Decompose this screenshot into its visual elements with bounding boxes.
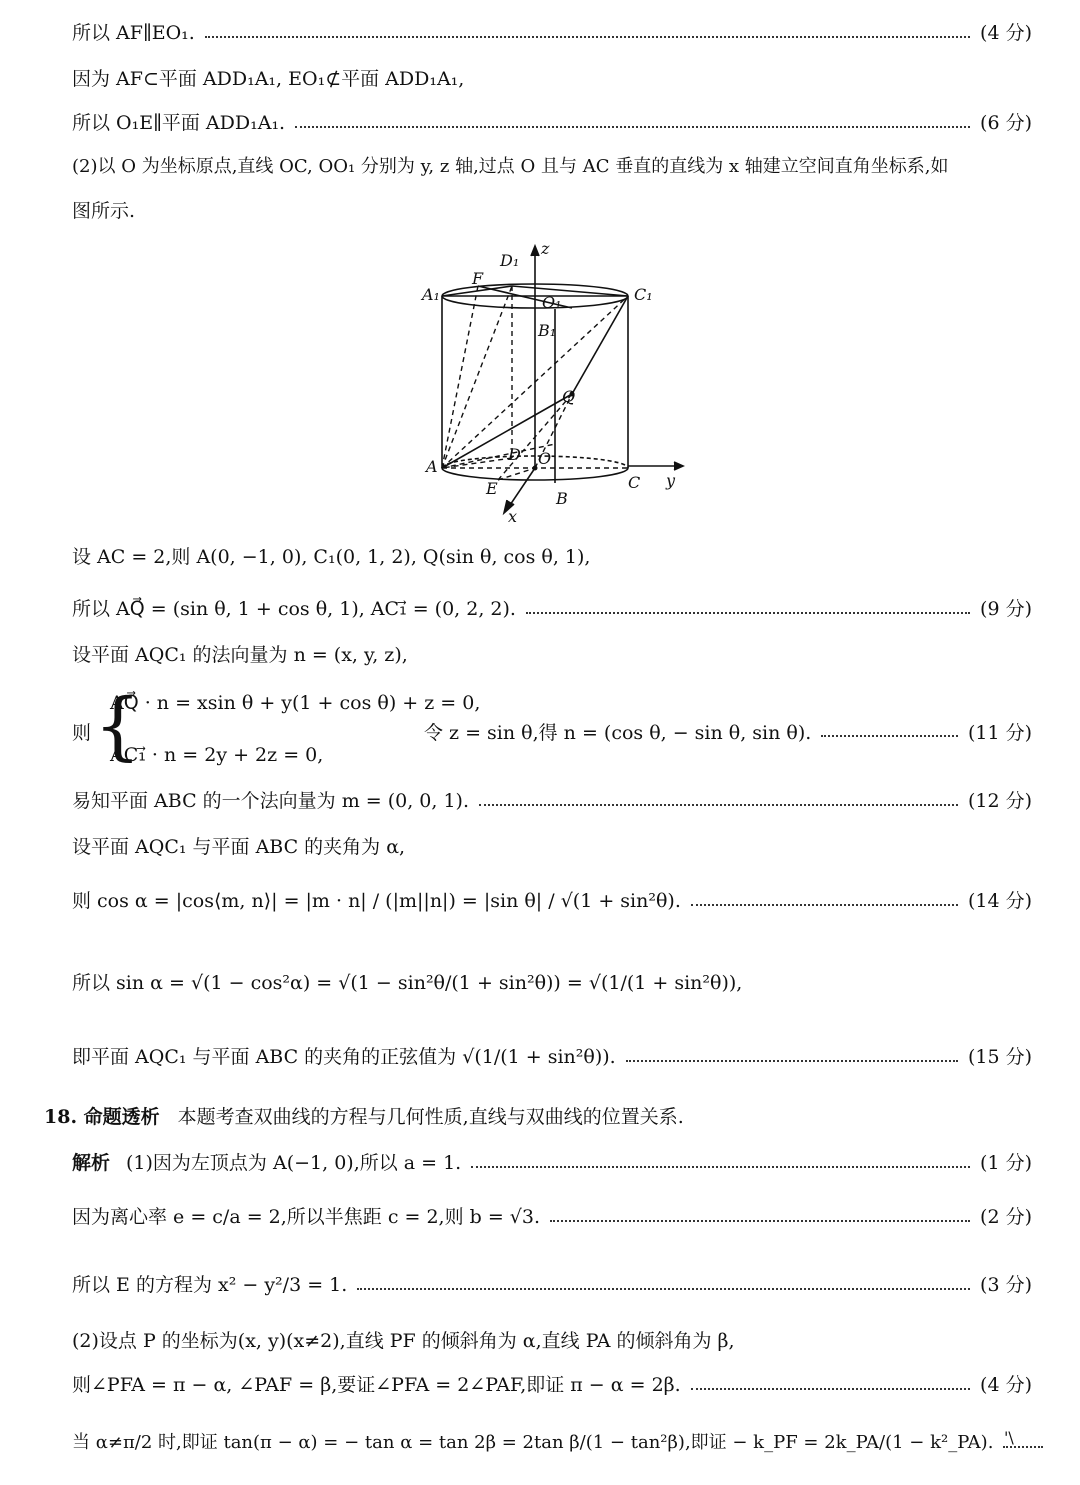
score: (14 分) (967, 890, 1032, 912)
line-equation-e: 所以 E 的方程为 x² − y²/3 = 1. (3 分) (72, 1274, 1032, 1296)
label-d1: D₁ (500, 251, 520, 270)
line-angle-proof: 则∠PFA = π − α, ∠PAF = β,要证∠PFA = 2∠PAF,即证 π − α = 2β. (4 分) (72, 1374, 1032, 1396)
score: (11 分) (967, 722, 1032, 744)
score: (1 分) (980, 1152, 1032, 1174)
stray-mark: '\ (1004, 1428, 1014, 1447)
label-f: F (472, 269, 484, 288)
score: (3 分) (980, 1274, 1032, 1296)
line-coord-system: (2)以 O 为坐标原点,直线 OC, OO₁ 分别为 y, z 轴,过点 O 且与 AC 垂直的直线为 x 轴建立空间直角坐标系,如 (72, 156, 949, 177)
score: (4 分) (980, 22, 1032, 44)
equation-system: 则 { AQ⃗ · n = xsin θ + y(1 + cos θ) + z = 0, AC₁⃗ · n = 2y + 2z = 0, 令 z = sin θ,得 n = (cos θ, − sin θ, sin θ). (11 分) (72, 683, 1032, 769)
line-eccentricity: 因为离心率 e = c/a = 2,所以半焦距 c = 2,则 b = √3. (2 分) (72, 1206, 1032, 1228)
line-sin-alpha: 所以 sin α = √(1 − cos²α) = √(1 − sin²θ/(1 + sin²θ)) = √(1/(1 + sin²θ)), (72, 972, 743, 994)
label-z: z (541, 239, 550, 258)
label-a: A (426, 457, 438, 476)
label-q: Q (562, 387, 576, 406)
label-a1: A₁ (422, 285, 440, 304)
line-q18-part1: 解析 (1)因为左顶点为 A(−1, 0),所以 a = 1. (1 分) (72, 1152, 1032, 1174)
line-point-p: (2)设点 P 的坐标为(x, y)(x≠2),直线 PF 的倾斜角为 α,直线 PA 的倾斜角为 β, (72, 1330, 735, 1352)
label-o: O (538, 449, 552, 468)
cylinder-figure (400, 236, 700, 526)
score: (15 分) (967, 1046, 1032, 1068)
line-abc-normal: 易知平面 ABC 的一个法向量为 m = (0, 0, 1). (12 分) (72, 790, 1032, 812)
line-set-ac: 设 AC = 2,则 A(0, −1, 0), C₁(0, 1, 2), Q(sin θ, cos θ, 1), (72, 546, 591, 568)
line-tan-proof: 当 α≠π/2 时,即证 tan(π − α) = − tan α = tan 2β = 2tan β/(1 − tan²β),即证 − k_PF = 2k_PA/(1 − k²_PA). (72, 1430, 930, 1456)
score: (9 分) (980, 598, 1032, 620)
line-q18-intro: 18. 命题透析 本题考查双曲线的方程与几何性质,直线与双曲线的位置关系. (44, 1106, 684, 1128)
line-cos-alpha: 则 cos α = |cos⟨m, n⟩| = |m · n| / (|m||n|) = |sin θ| / √(1 + sin²θ). (14 分) (72, 890, 1032, 912)
line-figure-ref: 图所示. (72, 200, 136, 222)
line-vectors: 所以 AQ⃗ = (sin θ, 1 + cos θ, 1), AC₁⃗ = (0, 2, 2). (9 分) (72, 598, 1032, 620)
label-d: D (508, 445, 521, 464)
label-y: y (666, 471, 676, 490)
brace: { (94, 683, 142, 769)
line-angle-alpha: 设平面 AQC₁ 与平面 ABC 的夹角为 α, (72, 836, 406, 858)
line-af-parallel: 所以 AF∥EO₁. (4 分) (72, 22, 1032, 44)
line-o1e-parallel: 所以 O₁E∥平面 ADD₁A₁. (6 分) (72, 112, 1032, 134)
score: (12 分) (967, 790, 1032, 812)
label-b1: B₁ (538, 321, 557, 340)
score: (4 分) (980, 1374, 1032, 1396)
label-x: x (508, 507, 518, 526)
score: (6 分) (980, 112, 1032, 134)
score: (2 分) (980, 1206, 1032, 1228)
label-e: E (486, 479, 498, 498)
label-c1: C₁ (634, 285, 653, 304)
line-normal-vector: 设平面 AQC₁ 的法向量为 n = (x, y, z), (72, 644, 408, 666)
line-af-subset: 因为 AF⊂平面 ADD₁A₁, EO₁⊄平面 ADD₁A₁, (72, 68, 465, 90)
line-sine-value: 即平面 AQC₁ 与平面 ABC 的夹角的正弦值为 √(1/(1 + sin²θ)). (15 分) (72, 1046, 1032, 1068)
label-b: B (556, 489, 568, 508)
label-o1: O₁ (542, 293, 562, 312)
label-c: C (628, 473, 641, 492)
